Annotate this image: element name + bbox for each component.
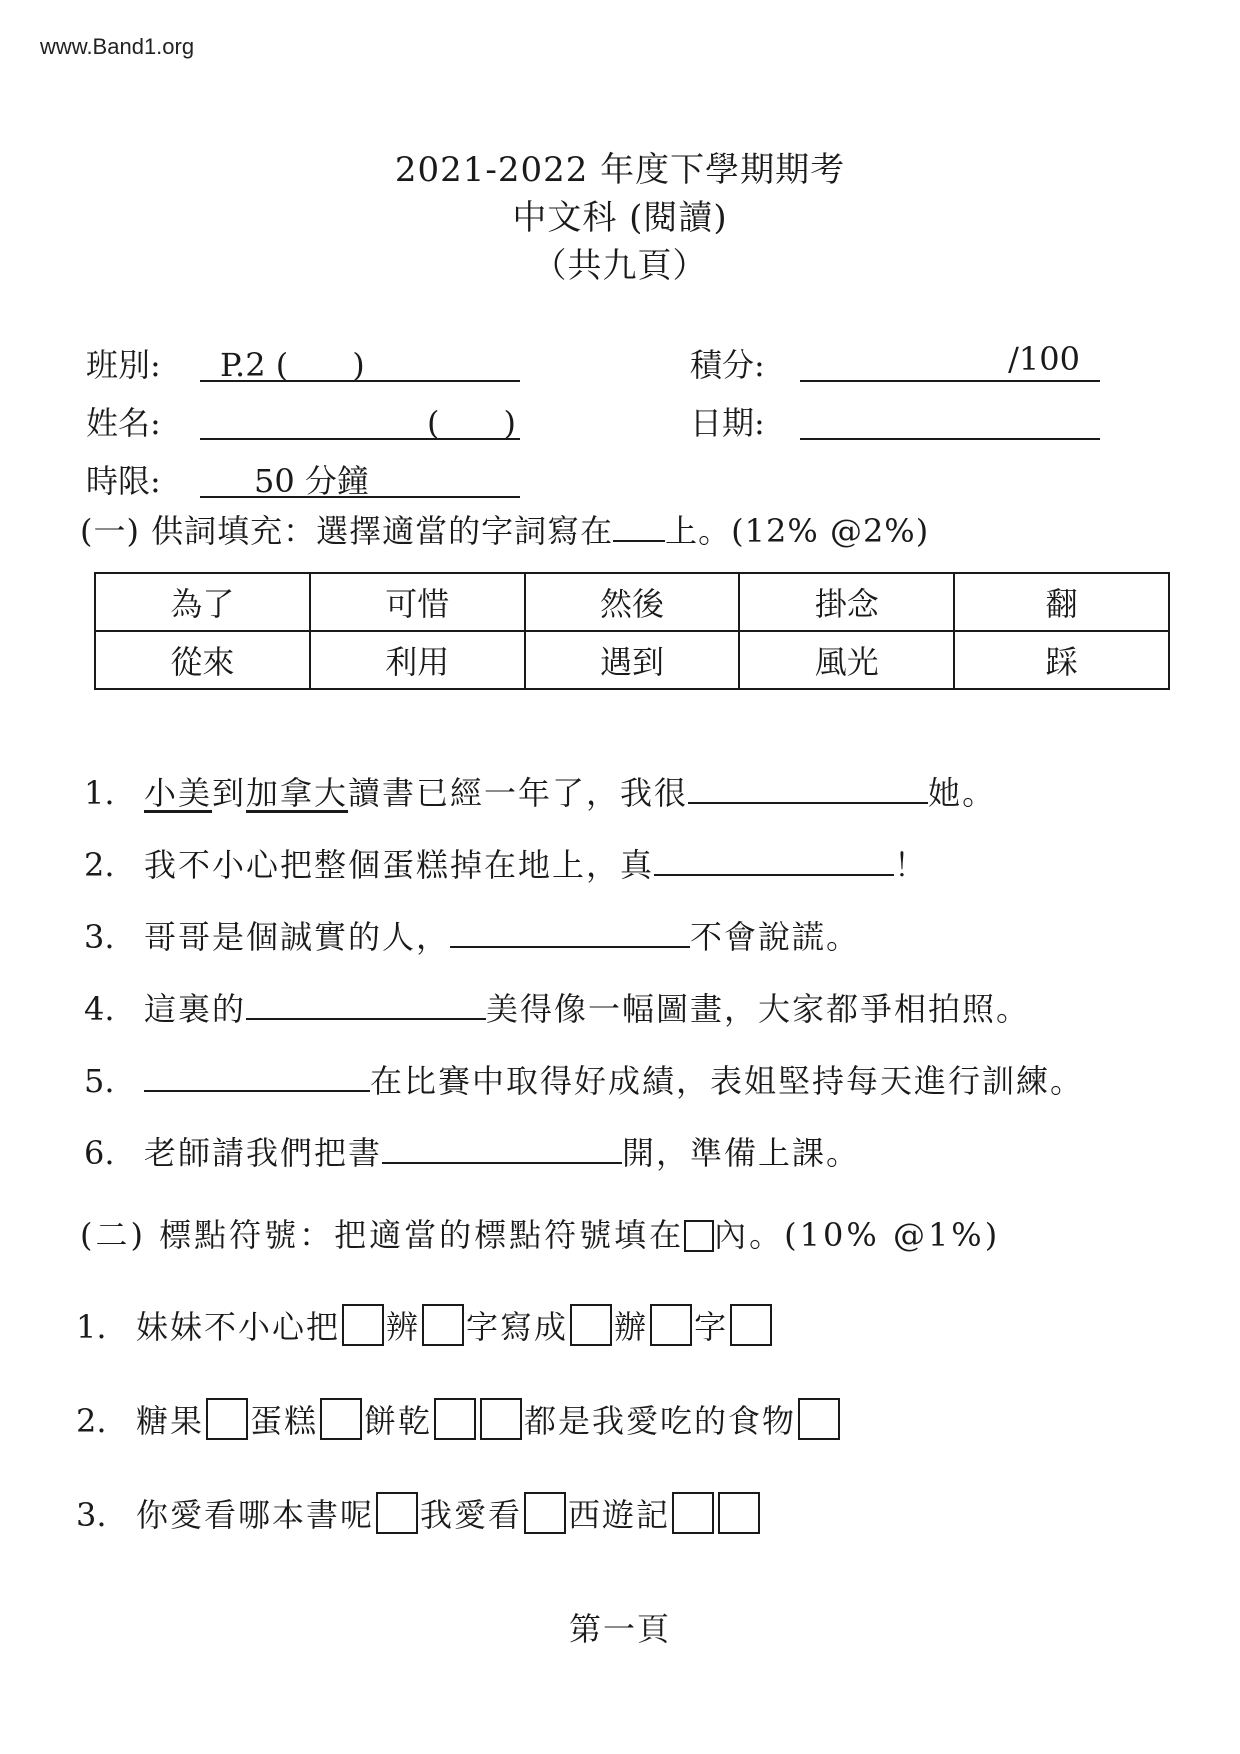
question-text: 美得像一幅圖畫，大家都爭相拍照。 — [486, 990, 1031, 1028]
word-bank-row — [95, 631, 1169, 689]
question-text: 都是我愛吃的食物 — [524, 1402, 797, 1440]
section1-blank-sample — [613, 512, 665, 542]
punctuation-box[interactable] — [480, 1398, 522, 1440]
page-number: 第一頁 — [568, 1610, 671, 1648]
word-bank-cell: 掛念 — [739, 573, 954, 631]
question-text: 老師請我們把書 — [144, 1134, 383, 1172]
punctuation-box[interactable] — [798, 1398, 840, 1440]
name-field[interactable] — [200, 398, 520, 440]
time-label: 時限: — [86, 462, 161, 500]
question-text: 讀書已經一年了，我很 — [348, 774, 689, 812]
word-bank-cell: 可惜 — [310, 573, 525, 631]
section1-title-part1: (一) 供詞填充：選擇適當的字詞寫在 — [80, 512, 614, 550]
fill-question-4 — [84, 984, 1030, 1030]
punctuation-box[interactable] — [376, 1492, 418, 1534]
question-text: 餅乾 — [364, 1402, 433, 1440]
score-label: 積分: — [690, 346, 765, 384]
date-field[interactable] — [800, 398, 1100, 440]
question-number: 2. — [76, 1402, 107, 1440]
question-number: 1. — [76, 1308, 107, 1346]
question-number: 4. — [84, 990, 115, 1028]
question-text: 你愛看哪本書呢 — [136, 1496, 375, 1534]
score-field[interactable] — [800, 340, 1100, 382]
section2-title-part2: 內。(10% @1%) — [714, 1216, 1001, 1254]
proper-noun: 加拿大 — [246, 774, 349, 812]
answer-blank[interactable] — [246, 988, 486, 1020]
punctuation-question-1 — [76, 1302, 774, 1348]
punctuation-box[interactable] — [320, 1398, 362, 1440]
question-number: 3. — [76, 1496, 107, 1534]
word-bank-row — [95, 573, 1169, 631]
question-text: 這裏的 — [144, 990, 247, 1028]
question-text: 辦 — [614, 1308, 649, 1346]
watermark-url: www.Band1.org — [40, 34, 195, 59]
page-count: （共九頁） — [532, 246, 708, 286]
class-label: 班別: — [86, 346, 161, 384]
punctuation-box[interactable] — [672, 1492, 714, 1534]
question-text: 西遊記 — [568, 1496, 671, 1534]
fill-question-5 — [84, 1056, 1084, 1102]
word-bank-table — [94, 572, 1170, 690]
punctuation-question-3 — [76, 1490, 762, 1536]
punctuation-box[interactable] — [524, 1492, 566, 1534]
question-text: 辨 — [386, 1308, 421, 1346]
punctuation-box[interactable] — [718, 1492, 760, 1534]
name-label: 姓名: — [86, 404, 161, 442]
answer-blank[interactable] — [450, 916, 690, 948]
punctuation-box[interactable] — [434, 1398, 476, 1440]
question-number: 2. — [84, 846, 115, 884]
answer-blank[interactable] — [688, 772, 928, 804]
subject-title: 中文科 (閱讀) — [512, 198, 728, 238]
punctuation-box[interactable] — [730, 1304, 772, 1346]
question-text: 哥哥是個誠實的人， — [144, 918, 451, 956]
punctuation-box[interactable] — [206, 1398, 248, 1440]
section2-title-part1: (二) 標點符號：把適當的標點符號填在 — [80, 1216, 685, 1254]
punctuation-box[interactable] — [422, 1304, 464, 1346]
punctuation-question-2 — [76, 1396, 842, 1442]
word-bank-cell: 遇到 — [525, 631, 740, 689]
question-text: ！ — [894, 846, 929, 884]
question-text: 字寫成 — [466, 1308, 569, 1346]
time-field — [200, 456, 520, 498]
question-text: 我愛看 — [420, 1496, 523, 1534]
word-bank-cell: 從來 — [95, 631, 310, 689]
fill-question-3 — [84, 912, 860, 958]
question-text: 到 — [212, 774, 247, 812]
word-bank-cell: 然後 — [525, 573, 740, 631]
section1-title — [80, 506, 929, 552]
fill-question-6 — [84, 1128, 860, 1174]
fill-question-1 — [84, 768, 996, 814]
word-bank-cell: 利用 — [310, 631, 525, 689]
section2-title — [80, 1210, 1000, 1256]
class-value: P.2 ( ) — [220, 346, 365, 384]
question-number: 5. — [84, 1062, 115, 1100]
exam-title: 2021-2022 年度下學期期考 — [394, 150, 846, 190]
question-text: 蛋糕 — [250, 1402, 319, 1440]
question-number: 1. — [84, 774, 115, 812]
question-number: 3. — [84, 918, 115, 956]
class-field[interactable] — [200, 340, 520, 382]
question-text: 不會說謊。 — [690, 918, 861, 956]
time-value: 50 分鐘 — [254, 462, 369, 500]
question-text: 糖果 — [136, 1402, 205, 1440]
question-text: 開，準備上課。 — [622, 1134, 861, 1172]
question-text: 字 — [694, 1308, 729, 1346]
punctuation-box[interactable] — [570, 1304, 612, 1346]
section1-title-part2: 上。(12% @2%) — [665, 512, 930, 550]
question-text: 我不小心把整個蛋糕掉在地上，真 — [144, 846, 655, 884]
word-bank-cell: 翻 — [954, 573, 1169, 631]
date-label: 日期: — [690, 404, 765, 442]
answer-blank[interactable] — [654, 844, 894, 876]
word-bank-cell: 風光 — [739, 631, 954, 689]
question-text: 她。 — [928, 774, 997, 812]
question-number: 6. — [84, 1134, 115, 1172]
fill-question-2 — [84, 840, 928, 886]
answer-blank[interactable] — [144, 1060, 370, 1092]
word-bank-cell: 為了 — [95, 573, 310, 631]
punctuation-box[interactable] — [342, 1304, 384, 1346]
word-bank-cell: 踩 — [954, 631, 1169, 689]
proper-noun: 小美 — [144, 774, 213, 812]
sample-box — [684, 1220, 714, 1252]
answer-blank[interactable] — [382, 1132, 622, 1164]
question-text: 在比賽中取得好成績，表姐堅持每天進行訓練。 — [370, 1062, 1085, 1100]
name-value: ( ) — [427, 404, 516, 442]
question-text: 妹妹不小心把 — [136, 1308, 341, 1346]
punctuation-box[interactable] — [650, 1304, 692, 1346]
score-value: /100 — [1008, 340, 1080, 378]
